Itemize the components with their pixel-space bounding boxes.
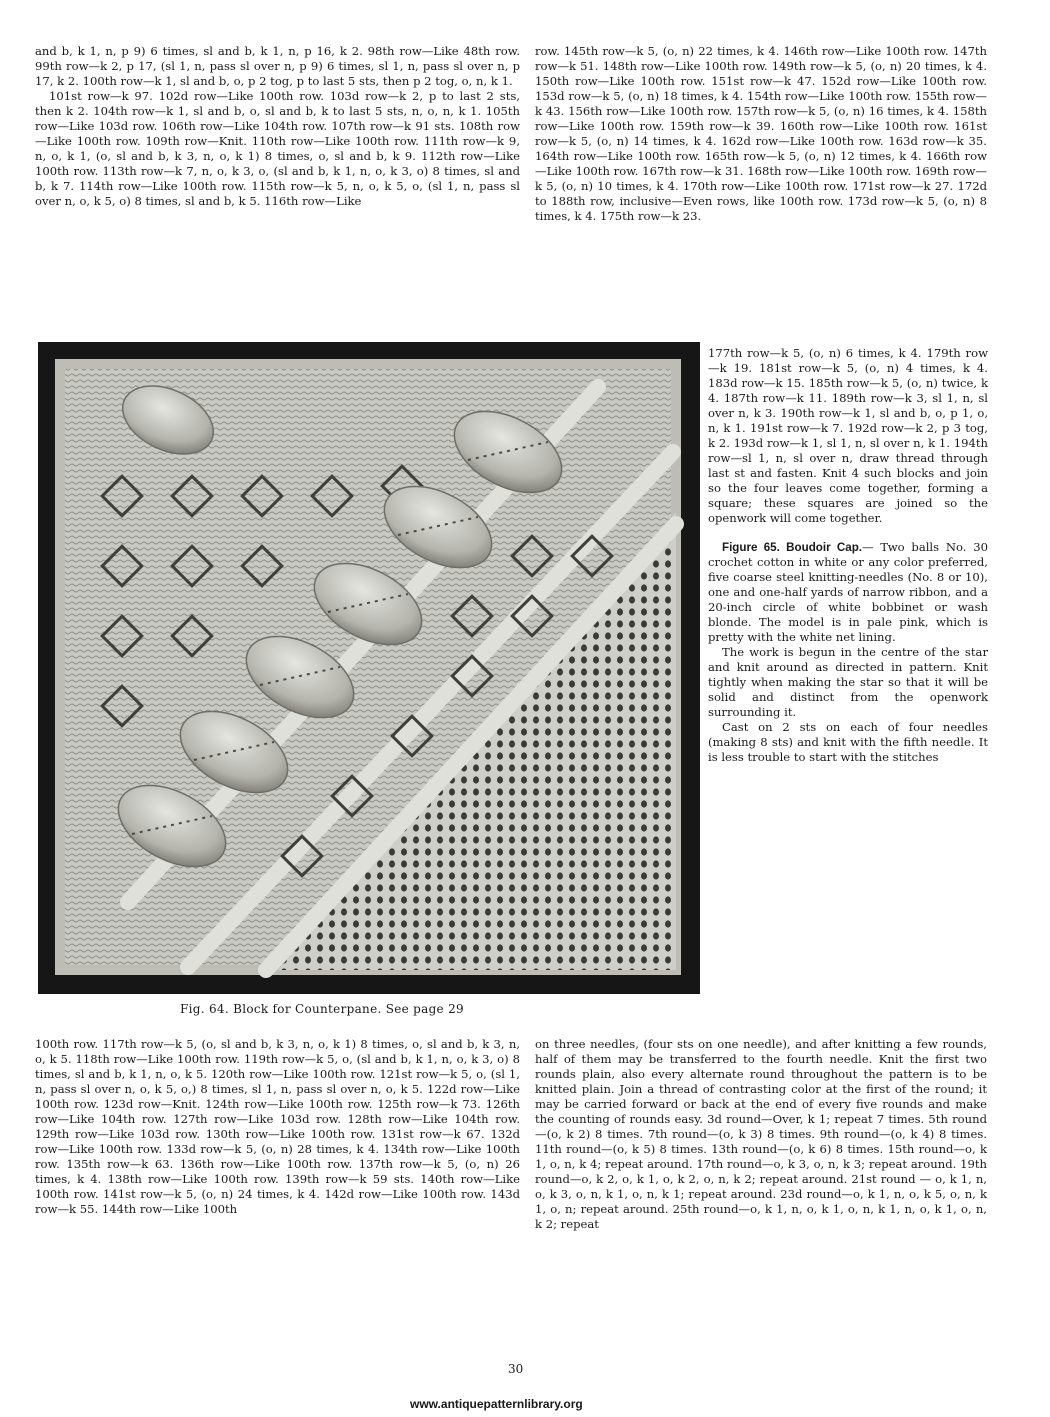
paragraph-rows-117-144: 100th row. 117th row—k 5, (o, sl and b, k 3, n, o, k 1) 8 times, o, sl and b, k 3, n, o, k 5. 118th row—Like 100th row. 119th row—k 5, o, (sl and b, k 1, n, o, k 3, o) 8 times, sl and b, k 1, n, o, k 5. 120th row—Like 100th row. 121st row—k 5, o, (sl 1, n, pass sl over n, o, k 5, o,) 8 times, sl 1, n, pass sl over n, o, k 5. 122d row—Like 100th row. 123d row—Knit. 124th row—Like 100th row. 125th row—k 73. 126th row—Like 104th row. 127th row—Like 103d row. 128th row—Like 104th row. 129th row—Like 103d row. 130th row—Like 100th row. 131st row—k 67. 132d row—Like 100th row. 133d row—k 5, (o, n) 28 times, k 4. 134th row—Like 100th row. 135th row—k 63. 136th row—Like 100th row. 137th row—k 5, (o, n) 26 times, k 4. 138th row—Like 100th row. 139th row—k 59 sts. 140th row—Like 100th row. 141st row—k 5, (o, n) 24 times, k 4. 142d row—Like 100th row. 143d row—k 55. 144th row—Like 100th	[35, 1037, 520, 1216]
text-column-bottom-right	[535, 1037, 987, 1232]
page-number: 30	[508, 1362, 524, 1376]
paragraph-cast-on: Cast on 2 sts on each of four needles (making 8 sts) and knit with the fifth needle. It is less trouble to start with the stitches	[708, 720, 988, 764]
paragraph-rows-177-194: 177th row—k 5, (o, n) 6 times, k 4. 179th row—k 19. 181st row—k 5, (o, n) 4 times, k 4. 183d row—k 15. 185th row—k 5, (o, n) twice, k 4. 187th row—k 11. 189th row—k 3, sl 1, n, sl over n, k 3. 190th row—k 1, sl and b, o, p 1, o, n, k 1. 191st row—k 7. 192d row—k 2, p 3 tog, k 2. 193d row—k 1, sl 1, n, sl over n, k 1. 194th row—sl 1, n, sl over n, draw thread through last st and fasten. Knit 4 such blocks and join so the four leaves come together, forming a square; these squares are joined so the openwork will come together.	[708, 346, 988, 525]
paragraph-rows-101-116: 101st row—k 97. 102d row—Like 100th row. 103d row—k 2, p to last 2 sts, then k 2. 104th row—k 1, sl and b, o, sl and b, k to last 5 sts, n, o, n, k 1. 105th row—Like 103d row. 106th row—Like 104th row. 107th row—k 91 sts. 108th row—Like 100th row. 109th row—Knit. 110th row—Like 100th row. 111th row—k 9, n, o, k 1, (o, sl and b, k 3, n, o, k 1) 8 times, o, sl and b, k 9. 112th row—Like 100th row. 113th row—k 7, n, o, k 3, o, (sl and b, k 1, n, o, k 3, o) 8 times, sl and b, k 7. 114th row—Like 100th row. 115th row—k 5, n, o, k 5, o, (sl 1, n, pass sl over n, o, k 5, o) 8 times, sl and b, k 5. 116th row—Like	[35, 89, 520, 208]
text-column-bottom-left	[35, 1037, 520, 1217]
figure-65-title: Figure 65. Boudoir Cap.	[722, 541, 863, 554]
paragraph-figure-65	[708, 540, 988, 645]
footer-url: www.antiquepatternlibrary.org	[410, 1397, 583, 1411]
paragraph-rows-97-100: and b, k 1, n, p 9) 6 times, sl and b, k 1, n, p 16, k 2. 98th row—Like 48th row. 99th row—k 2, p 17, (sl 1, n, pass sl over n, p 9) 6 times, sl 1, n, pass sl over n, p 17, k 2. 100th row—k 1, sl and b, o, p 2 tog, p to last 5 sts, then p 2 tog, o, n, k 1.	[35, 44, 520, 88]
counterpane-block-photo	[38, 342, 700, 994]
text-column-top-right	[535, 44, 987, 224]
text-column-top-left	[35, 44, 520, 209]
figure-64-caption: Fig. 64. Block for Counterpane. See page 29	[180, 1002, 464, 1016]
paragraph-rounds-3-25: on three needles, (four sts on one needle), and after knitting a few rounds, half of them may be transferred to the fourth needle. Knit the first two rounds plain, also every alternate round throughout the pattern is to be knitted plain. Join a thread of contrasting color at the first of the round; it may be carried forward or back at the end of every five rounds and make the counting of rounds easy. 3d round—Over, k 1; repeat 7 times. 5th round—(o, k 2) 8 times. 7th round—(o, k 3) 8 times. 9th round—(o, k 4) 8 times. 11th round—(o, k 5) 8 times. 13th round—(o, k 6) 8 times. 15th round—o, k 1, o, n, k 4; repeat around. 17th round—o, k 3, o, n, k 3; repeat around. 19th round—o, k 2, o, k 1, o, k 2, o, n, k 2; repeat around. 21st round — o, k 1, n, o, k 3, o, n, k 1, o, n, k 1; repeat around. 23d round—o, k 1, n, o, k 5, o, n, k 1, o, n; repeat around. 25th round—o, k 1, n, o, k 1, o, n, k 1, n, o, k 1, o, n, k 2; repeat	[535, 1037, 987, 1231]
knitted-block-illustration	[38, 342, 700, 994]
figure-65-materials: — Two balls No. 30 crochet cotton in white or any color preferred, five coarse steel knitting-needles (No. 8 or 10), one and one-half yards of narrow ribbon, and a 20-inch circle of white bobbinet or wash blonde. The model is in pale pink, which is pretty with the white net lining.	[708, 540, 988, 644]
text-column-side	[708, 346, 988, 765]
paragraph-star-centre: The work is begun in the centre of the star and knit around as directed in pattern. Knit tightly when making the star so that it will be solid and distinct from the openwork surrounding it.	[708, 645, 988, 719]
paragraph-rows-145-175: row. 145th row—k 5, (o, n) 22 times, k 4. 146th row—Like 100th row. 147th row—k 51. 148th row—Like 100th row. 149th row—k 5, (o, n) 20 times, k 4. 150th row—Like 100th row. 151st row—k 47. 152d row—Like 100th row. 153d row—k 5, (o, n) 18 times, k 4. 154th row—Like 100th row. 155th row—k 43. 156th row—Like 100th row. 157th row—k 5, (o, n) 16 times, k 4. 158th row—Like 100th row. 159th row—k 39. 160th row—Like 100th row. 161st row—k 5, (o, n) 14 times, k 4. 162d row—Like 100th row. 163d row—k 35. 164th row—Like 100th row. 165th row—k 5, (o, n) 12 times, k 4. 166th row—Like 100th row. 167th row—k 31. 168th row—Like 100th row. 169th row—k 5, (o, n) 10 times, k 4. 170th row—Like 100th row. 171st row—k 27. 172d to 188th row, inclusive—Even rows, like 100th row. 173d row—k 5, (o, n) 8 times, k 4. 175th row—k 23.	[535, 44, 987, 223]
